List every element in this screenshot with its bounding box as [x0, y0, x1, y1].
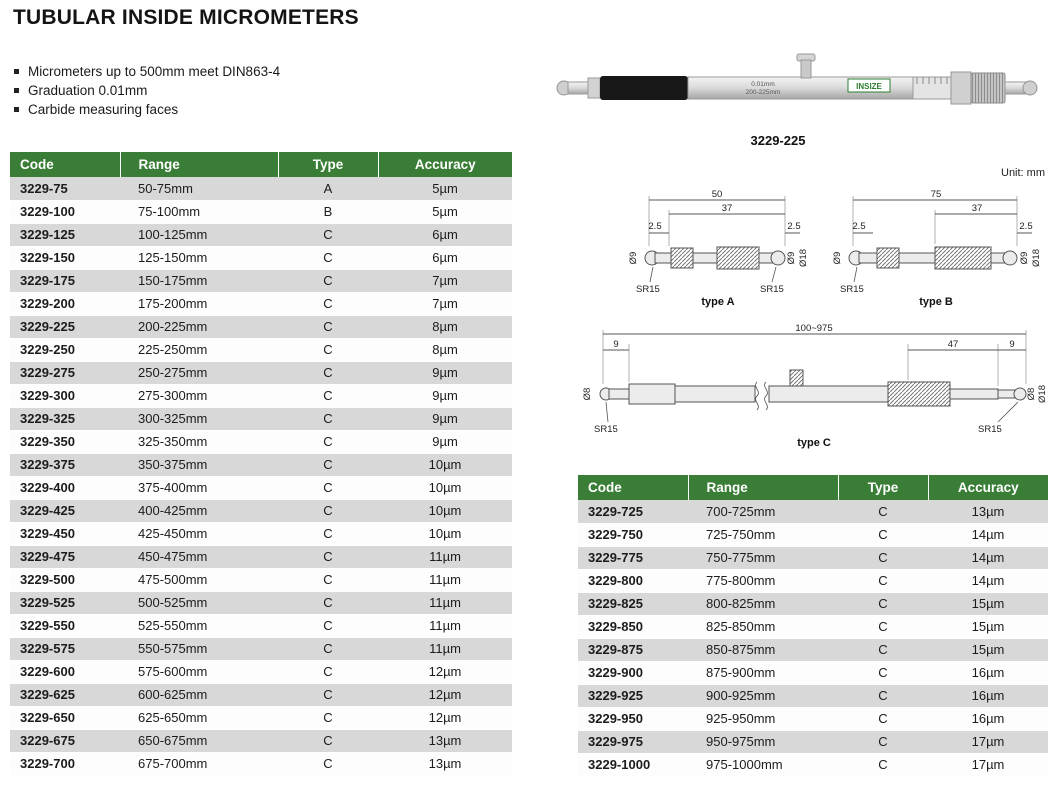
accuracy-cell: 10µm: [378, 499, 512, 522]
range-cell: 125-150mm: [120, 246, 278, 269]
code-cell: 3229-200: [10, 292, 120, 315]
dim-label-total: 100~975: [795, 323, 833, 334]
range-cell: 900-925mm: [688, 684, 838, 707]
table-row: [10, 246, 512, 269]
sr-label-right: SR15: [760, 284, 784, 295]
type-cell: C: [278, 545, 378, 568]
micrometer-body: [557, 54, 1037, 104]
range-cell: 575-600mm: [120, 660, 278, 683]
table-row: [10, 453, 512, 476]
range-cell: 775-800mm: [688, 569, 838, 592]
dim-label-total: 75: [930, 189, 942, 200]
dia-label-right-large: Ø18: [798, 249, 809, 267]
type-cell: C: [838, 523, 928, 546]
code-cell: 3229-275: [10, 361, 120, 384]
table-row: [10, 407, 512, 430]
dim-label-inner: 37: [971, 203, 983, 214]
type-cell: C: [278, 522, 378, 545]
code-cell: 3229-550: [10, 614, 120, 637]
code-cell: 3229-900: [578, 661, 688, 684]
code-cell: 3229-150: [10, 246, 120, 269]
table-row: [10, 361, 512, 384]
range-cell: 375-400mm: [120, 476, 278, 499]
range-cell: 825-850mm: [688, 615, 838, 638]
accuracy-cell: 15µm: [928, 638, 1048, 661]
sr-label-left: SR15: [636, 284, 660, 295]
table-row: [10, 637, 512, 660]
accuracy-cell: 5µm: [378, 200, 512, 223]
type-cell: C: [278, 499, 378, 522]
header-type: Type: [278, 152, 378, 177]
range-cell: 925-950mm: [688, 707, 838, 730]
code-cell: 3229-250: [10, 338, 120, 361]
dia-label-left: Ø8: [582, 387, 593, 401]
dia-label-right-small: Ø9: [786, 251, 797, 265]
range-cell: 250-275mm: [120, 361, 278, 384]
dim-label-inner: 47: [947, 339, 959, 350]
range-cell: 400-425mm: [120, 499, 278, 522]
type-cell: C: [278, 729, 378, 752]
type-cell: C: [838, 615, 928, 638]
code-cell: 3229-975: [578, 730, 688, 753]
tube-marking: 200-225mm: [745, 89, 781, 96]
feature-text: Carbide measuring faces: [28, 101, 179, 117]
leader-line: [606, 402, 608, 422]
header-type: Type: [838, 475, 928, 500]
type-b-caption: type B: [919, 296, 953, 308]
page-title: TUBULAR INSIDE MICROMETERS: [13, 6, 359, 29]
range-cell: 625-650mm: [120, 706, 278, 729]
type-b-body: [849, 247, 1017, 269]
table-row: [578, 546, 1048, 569]
accuracy-cell: 16µm: [928, 684, 1048, 707]
code-cell: 3229-825: [578, 592, 688, 615]
range-cell: 525-550mm: [120, 614, 278, 637]
range-cell: 175-200mm: [120, 292, 278, 315]
type-cell: C: [838, 684, 928, 707]
code-cell: 3229-625: [10, 683, 120, 706]
range-cell: 650-675mm: [120, 729, 278, 752]
range-cell: 325-350mm: [120, 430, 278, 453]
range-cell: 475-500mm: [120, 568, 278, 591]
type-cell: C: [278, 269, 378, 292]
type-cell: C: [278, 361, 378, 384]
type-cell: C: [838, 730, 928, 753]
code-cell: 3229-925: [578, 684, 688, 707]
table-row: [10, 706, 512, 729]
feature-item: [14, 64, 280, 78]
dim-label-right: 2.5: [787, 221, 801, 232]
code-cell: 3229-400: [10, 476, 120, 499]
code-cell: 3229-950: [578, 707, 688, 730]
measuring-face-right: [1023, 81, 1037, 95]
table-row: [578, 569, 1048, 592]
accuracy-cell: 13µm: [928, 500, 1048, 523]
table-row: [10, 384, 512, 407]
type-cell: B: [278, 200, 378, 223]
table-row: [578, 730, 1048, 753]
range-cell: 350-375mm: [120, 453, 278, 476]
type-cell: C: [838, 753, 928, 776]
type-cell: C: [278, 223, 378, 246]
bullet-icon: [14, 107, 19, 112]
feature-list: [14, 64, 280, 121]
accuracy-cell: 12µm: [378, 706, 512, 729]
range-cell: 200-225mm: [120, 315, 278, 338]
type-cell: C: [278, 660, 378, 683]
type-c-diagram: [578, 320, 1050, 450]
code-cell: 3229-500: [10, 568, 120, 591]
dim-label-left: 2.5: [852, 221, 866, 232]
type-cell: C: [278, 315, 378, 338]
table-row: [578, 615, 1048, 638]
type-b-diagram: [826, 186, 1048, 308]
accuracy-cell: 14µm: [928, 569, 1048, 592]
range-cell: 500-525mm: [120, 591, 278, 614]
range-cell: 225-250mm: [120, 338, 278, 361]
table-row: [578, 661, 1048, 684]
ratchet-knurl: [971, 73, 1005, 103]
range-cell: 875-900mm: [688, 661, 838, 684]
code-cell: 3229-600: [10, 660, 120, 683]
code-cell: 3229-300: [10, 384, 120, 407]
type-cell: C: [838, 500, 928, 523]
range-cell: 50-75mm: [120, 177, 278, 200]
accuracy-cell: 16µm: [928, 661, 1048, 684]
accuracy-cell: 6µm: [378, 223, 512, 246]
table-row: [10, 315, 512, 338]
accuracy-cell: 10µm: [378, 476, 512, 499]
table-header-row: [10, 152, 512, 177]
unit-note: Unit: mm: [1001, 167, 1045, 179]
type-cell: C: [278, 637, 378, 660]
feature-item: [14, 83, 280, 97]
dimension-lines: [603, 330, 1026, 386]
code-cell: 3229-650: [10, 706, 120, 729]
table-row: [10, 269, 512, 292]
product-caption: 3229-225: [750, 133, 806, 148]
table-row: [10, 338, 512, 361]
accuracy-cell: 8µm: [378, 315, 512, 338]
code-cell: 3229-225: [10, 315, 120, 338]
dia-label-left: Ø9: [832, 251, 843, 265]
range-cell: 75-100mm: [120, 200, 278, 223]
dim-label-total: 50: [711, 189, 723, 200]
type-cell: C: [838, 661, 928, 684]
type-cell: C: [278, 292, 378, 315]
accuracy-cell: 7µm: [378, 269, 512, 292]
range-cell: 425-450mm: [120, 522, 278, 545]
dia-label-left: Ø9: [628, 251, 639, 265]
table-row: [10, 614, 512, 637]
code-cell: 3229-125: [10, 223, 120, 246]
table-row: [10, 545, 512, 568]
range-cell: 675-700mm: [120, 752, 278, 775]
code-cell: 3229-425: [10, 499, 120, 522]
type-c-body: [600, 370, 1026, 410]
table-row: [10, 683, 512, 706]
table-row: [10, 752, 512, 775]
leader-line: [998, 402, 1018, 422]
dia-label-right-large: Ø18: [1037, 385, 1048, 403]
code-cell: 3229-750: [578, 523, 688, 546]
type-cell: C: [278, 476, 378, 499]
accuracy-cell: 14µm: [928, 523, 1048, 546]
range-cell: 975-1000mm: [688, 753, 838, 776]
dim-label-inner: 37: [721, 203, 733, 214]
range-cell: 150-175mm: [120, 269, 278, 292]
feature-text: Micrometers up to 500mm meet DIN863-4: [28, 63, 281, 79]
table-row: [10, 660, 512, 683]
header-range: Range: [688, 475, 838, 500]
range-cell: 550-575mm: [120, 637, 278, 660]
grip-sleeve: [600, 76, 688, 100]
table-row: [578, 500, 1048, 523]
header-code: Code: [10, 152, 120, 177]
table-row: [10, 499, 512, 522]
type-cell: C: [838, 546, 928, 569]
type-cell: C: [278, 683, 378, 706]
range-cell: 100-125mm: [120, 223, 278, 246]
type-c-caption: type C: [797, 437, 831, 449]
code-cell: 3229-450: [10, 522, 120, 545]
accuracy-cell: 16µm: [928, 707, 1048, 730]
range-cell: 300-325mm: [120, 407, 278, 430]
type-cell: C: [838, 638, 928, 661]
table-header-row: [578, 475, 1048, 500]
accuracy-cell: 13µm: [378, 729, 512, 752]
accuracy-cell: 11µm: [378, 614, 512, 637]
range-cell: 750-775mm: [688, 546, 838, 569]
accuracy-cell: 12µm: [378, 683, 512, 706]
accuracy-cell: 12µm: [378, 660, 512, 683]
dia-label-right-large: Ø18: [1031, 249, 1042, 267]
dim-label-right: 2.5: [1019, 221, 1033, 232]
accuracy-cell: 11µm: [378, 637, 512, 660]
dim-label-left: 2.5: [648, 221, 662, 232]
table-row: [578, 684, 1048, 707]
code-cell: 3229-1000: [578, 753, 688, 776]
clamp-knob: [790, 370, 803, 386]
accuracy-cell: 9µm: [378, 407, 512, 430]
table-row: [578, 707, 1048, 730]
type-cell: C: [278, 338, 378, 361]
dim-label-seg-right: 9: [1009, 339, 1015, 350]
range-cell: 700-725mm: [688, 500, 838, 523]
type-cell: C: [838, 707, 928, 730]
range-cell: 600-625mm: [120, 683, 278, 706]
accuracy-cell: 11µm: [378, 545, 512, 568]
type-cell: C: [278, 614, 378, 637]
accuracy-cell: 15µm: [928, 592, 1048, 615]
accuracy-cell: 11µm: [378, 591, 512, 614]
accuracy-cell: 17µm: [928, 730, 1048, 753]
type-a-body: [645, 247, 785, 269]
table-row: [10, 177, 512, 200]
accuracy-cell: 13µm: [378, 752, 512, 775]
tube-marking: 0.01mm: [751, 81, 775, 88]
accuracy-cell: 5µm: [378, 177, 512, 200]
range-cell: 275-300mm: [120, 384, 278, 407]
code-cell: 3229-525: [10, 591, 120, 614]
accuracy-cell: 11µm: [378, 568, 512, 591]
accuracy-cell: 10µm: [378, 522, 512, 545]
thimble: [951, 72, 971, 104]
break-mark: [765, 382, 768, 410]
table-row: [10, 223, 512, 246]
graduated-sleeve: [913, 77, 951, 99]
table-row: [578, 592, 1048, 615]
code-cell: 3229-375: [10, 453, 120, 476]
code-cell: 3229-575: [10, 637, 120, 660]
spec-table-left: [10, 152, 512, 776]
type-cell: C: [278, 384, 378, 407]
accuracy-cell: 10µm: [378, 453, 512, 476]
type-cell: C: [278, 591, 378, 614]
bullet-icon: [14, 69, 19, 74]
type-cell: C: [838, 569, 928, 592]
table-row: [10, 476, 512, 499]
type-cell: C: [278, 706, 378, 729]
feature-item: [14, 102, 280, 116]
code-cell: 3229-100: [10, 200, 120, 223]
type-cell: C: [278, 453, 378, 476]
accuracy-cell: 8µm: [378, 338, 512, 361]
type-cell: C: [278, 430, 378, 453]
leader-line: [650, 267, 653, 282]
header-accuracy: Accuracy: [928, 475, 1048, 500]
accuracy-cell: 9µm: [378, 361, 512, 384]
range-cell: 725-750mm: [688, 523, 838, 546]
code-cell: 3229-675: [10, 729, 120, 752]
header-code: Code: [578, 475, 688, 500]
table-row: [578, 753, 1048, 776]
leader-line: [854, 267, 857, 282]
table-row: [10, 430, 512, 453]
table-row: [10, 522, 512, 545]
accuracy-cell: 6µm: [378, 246, 512, 269]
accuracy-cell: 17µm: [928, 753, 1048, 776]
accuracy-cell: 15µm: [928, 615, 1048, 638]
header-range: Range: [120, 152, 278, 177]
range-cell: 450-475mm: [120, 545, 278, 568]
code-cell: 3229-325: [10, 407, 120, 430]
type-cell: C: [838, 592, 928, 615]
table-row: [10, 729, 512, 752]
range-cell: 800-825mm: [688, 592, 838, 615]
dimension-lines: [853, 196, 1032, 246]
type-cell: C: [278, 246, 378, 269]
sr-label-left: SR15: [594, 424, 618, 435]
dim-label-seg-left: 9: [613, 339, 619, 350]
type-cell: C: [278, 752, 378, 775]
sr-label-right: SR15: [978, 424, 1002, 435]
table-row: [578, 523, 1048, 546]
dia-label-right-small: Ø8: [1026, 387, 1037, 401]
code-cell: 3229-75: [10, 177, 120, 200]
break-mark: [756, 382, 759, 410]
dia-label-right-small: Ø9: [1019, 251, 1030, 265]
header-accuracy: Accuracy: [378, 152, 512, 177]
code-cell: 3229-475: [10, 545, 120, 568]
type-a-diagram: [622, 186, 814, 308]
product-photo: [548, 36, 1048, 132]
code-cell: 3229-725: [578, 500, 688, 523]
table-row: [578, 638, 1048, 661]
code-cell: 3229-800: [578, 569, 688, 592]
accuracy-cell: 9µm: [378, 384, 512, 407]
sr-label-left: SR15: [840, 284, 864, 295]
code-cell: 3229-875: [578, 638, 688, 661]
spec-table-right: [578, 475, 1048, 777]
accuracy-cell: 7µm: [378, 292, 512, 315]
table-row: [10, 292, 512, 315]
feature-text: Graduation 0.01mm: [28, 82, 148, 98]
type-cell: A: [278, 177, 378, 200]
range-cell: 850-875mm: [688, 638, 838, 661]
accuracy-cell: 14µm: [928, 546, 1048, 569]
bullet-icon: [14, 88, 19, 93]
code-cell: 3229-850: [578, 615, 688, 638]
table-row: [10, 568, 512, 591]
type-a-caption: type A: [701, 296, 735, 308]
code-cell: 3229-775: [578, 546, 688, 569]
table-row: [10, 591, 512, 614]
code-cell: 3229-175: [10, 269, 120, 292]
code-cell: 3229-350: [10, 430, 120, 453]
leader-line: [772, 267, 776, 282]
table-row: [10, 200, 512, 223]
brand-logo: INSIZE: [856, 82, 882, 91]
type-cell: C: [278, 407, 378, 430]
accuracy-cell: 9µm: [378, 430, 512, 453]
code-cell: 3229-700: [10, 752, 120, 775]
type-cell: C: [278, 568, 378, 591]
range-cell: 950-975mm: [688, 730, 838, 753]
